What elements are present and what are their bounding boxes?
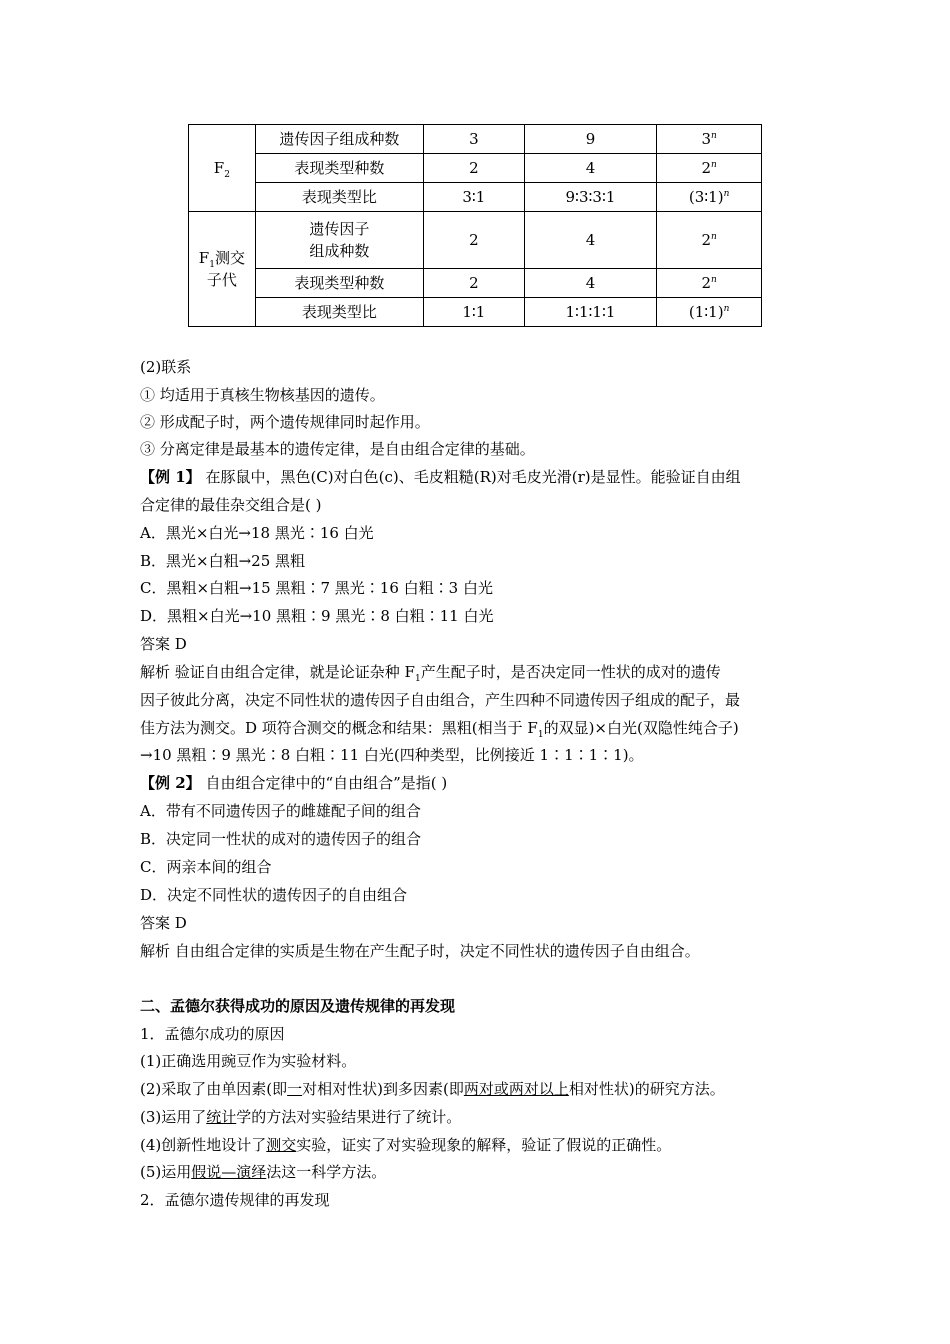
relation-heading: (2)联系 [140,358,192,376]
cell-f2-row2-c1: 2 [424,154,525,183]
cell-f2-row1-c3: 3$^n$ [657,125,762,154]
reason-item: (1)正确选用豌豆作为实验材料。 [140,1052,357,1070]
cell-f2-row2-c2: 4 [524,154,657,183]
relation-item: ① 均适用于真核生物核基因的遗传。 [140,386,385,404]
reason-item: (3)运用了统计学的方法对实验结果进行了统计。 [140,1108,462,1126]
relation-item: ③ 分离定律是最基本的遗传定律，是自由组合定律的基础。 [140,440,535,458]
example2-answer: 答案 D [140,914,187,932]
cell-f1-row2-name: 表现类型种数 [255,269,423,298]
example1-analysis: 解析 验证自由组合定律，就是论证杂种 $F_1$产生配子时，是否决定同一性状的成对的遗传 [140,663,721,684]
option-b: B．决定同一性状的成对的遗传因子的组合 [140,830,422,848]
option-c: C．黑粗×白粗→15 黑粗∶7 黑光∶16 白粗∶3 白光 [140,579,493,597]
cell-f1-row1-name: 遗传因子 组成种数 [255,212,423,269]
cell-f1-row2-c1: 2 [424,269,525,298]
example1-analysis-cont: →10 黑粗∶9 黑光∶8 白粗∶11 白光(四种类型，比例接近 1∶1∶1∶1)。 [140,746,644,764]
example1-question-cont: 合定律的最佳杂交组合是( ) [140,496,322,514]
comparison-table [188,124,762,327]
cell-f1-row1-c1: 2 [424,212,525,269]
cell-f2-row1-c2: 9 [524,125,657,154]
row-group-f2-label: $F_2$ [189,125,256,212]
cell-f1-row3-c2: 1∶1∶1∶1 [524,298,657,327]
option-a: A．带有不同遗传因子的雌雄配子间的组合 [140,802,421,820]
cell-f1-row2-c2: 4 [524,269,657,298]
cell-f1-row3-c3: (1∶1)$^n$ [657,298,762,327]
relation-item: ② 形成配子时，两个遗传规律同时起作用。 [140,413,430,431]
example2-question: 【例 2】 自由组合定律中的“自由组合”是指( ) [140,774,448,792]
cell-f1-row3-c1: 1∶1 [424,298,525,327]
option-d: D．黑粗×白光→10 黑粗∶9 黑光∶8 白粗∶11 白光 [140,607,494,625]
cell-f2-row1-c1: 3 [424,125,525,154]
cell-f1-row3-name: 表现类型比 [255,298,423,327]
row-group-f1-label: $F_1$测交 子代 [189,212,256,327]
example1-answer: 答案 D [140,635,187,653]
example2-analysis: 解析 自由组合定律的实质是生物在产生配子时，决定不同性状的遗传因子自由组合。 [140,942,700,960]
option-d: D．决定不同性状的遗传因子的自由组合 [140,886,408,904]
cell-f1-row1-c3: 2$^n$ [657,212,762,269]
cell-f2-row3-c2: 9∶3∶3∶1 [524,183,657,212]
example1-analysis-cont: 因子彼此分离，决定不同性状的遗传因子自由组合，产生四种不同遗传因子组成的配子，最 [140,691,741,709]
cell-f2-row3-name: 表现类型比 [255,183,423,212]
cell-f2-row3-c1: 3∶1 [424,183,525,212]
cell-f1-row2-c3: 2$^n$ [657,269,762,298]
option-c: C．两亲本间的组合 [140,858,272,876]
reason-item: (4)创新性地设计了测交实验，证实了对实验现象的解释，验证了假说的正确性。 [140,1136,672,1154]
option-a: A．黑光×白光→18 黑光∶16 白光 [140,524,374,542]
option-b: B．黑光×白粗→25 黑粗 [140,552,306,570]
cell-f2-row2-name: 表现类型种数 [255,154,423,183]
example1-analysis-cont: 佳方法为测交。D 项符合测交的概念和结果：黑粗(相当于 $F_1$的双显)×白光(双隐性纯合子) [140,719,739,740]
cell-f2-row2-c3: 2$^n$ [657,154,762,183]
example1-question: 【例 1】 在豚鼠中，黑色(C)对白色(c)、毛皮粗糙(R)对毛皮光滑(r)是显性。能验证自由组 [140,468,741,486]
subsection-title: 2．孟德尔遗传规律的再发现 [140,1191,330,1209]
cell-f2-row3-c3: (3∶1)$^n$ [657,183,762,212]
cell-f2-row1-name: 遗传因子组成种数 [255,125,423,154]
section-title: 二、孟德尔获得成功的原因及遗传规律的再发现 [140,997,456,1015]
cell-f1-row1-c2: 4 [524,212,657,269]
reason-item: (2)采取了由单因素(即一对相对性状)到多因素(即两对或两对以上相对性状)的研究方法。 [140,1080,725,1098]
subsection-title: 1．孟德尔成功的原因 [140,1025,285,1043]
reason-item: (5)运用假说—演绎法这一科学方法。 [140,1163,387,1181]
